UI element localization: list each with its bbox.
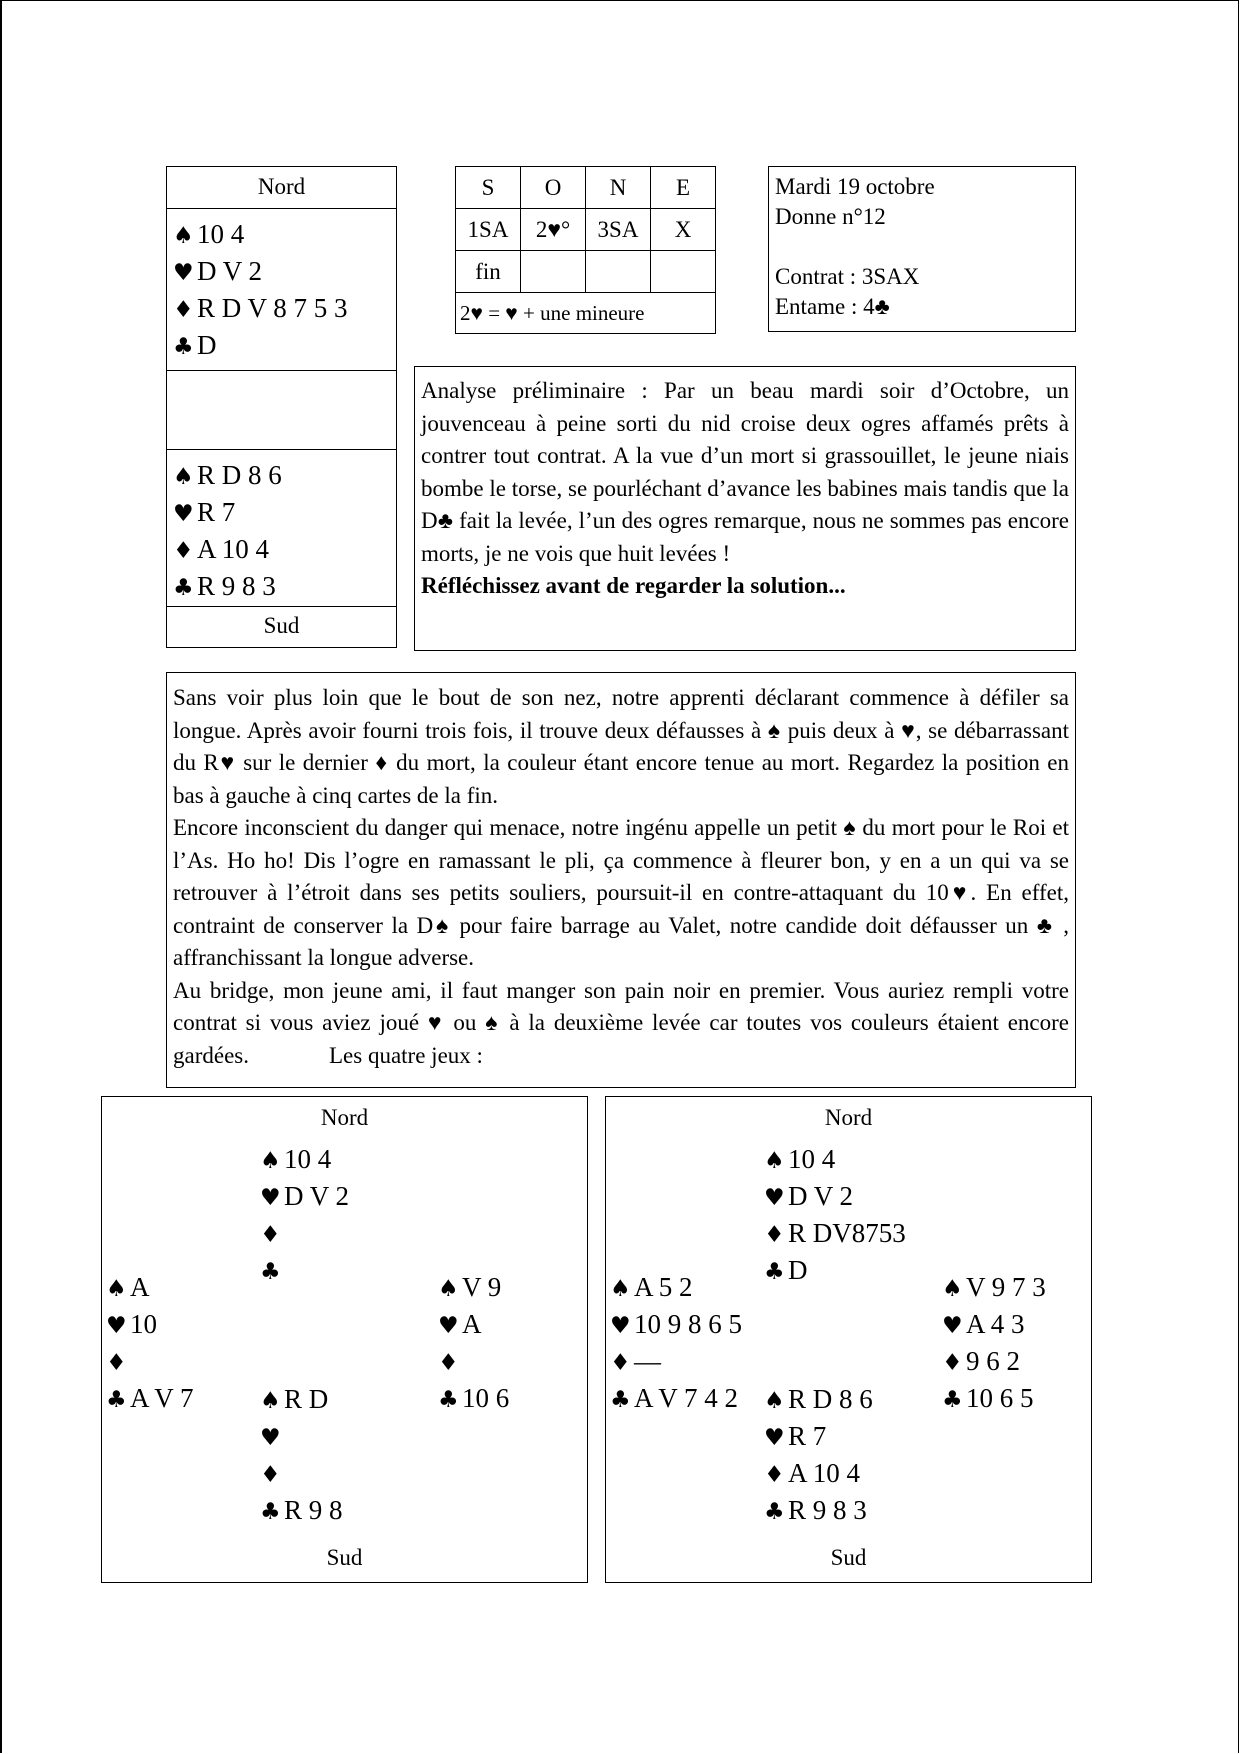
spade-icon: ♠ [260,1388,281,1414]
club-icon: ♣ [438,1387,459,1413]
diamond-icon: ♦ [260,1462,281,1488]
north-label: Nord [167,167,396,209]
spade-icon: ♠ [106,1276,127,1302]
deal-lead: Entame : 4♣ [775,294,890,319]
diamond-icon: ♦ [173,297,194,323]
club-icon: ♣ [942,1387,963,1413]
diamond-icon: ♦ [173,538,194,564]
south-label: Sud [263,613,300,638]
bid-cell: 3SA [586,209,651,251]
heart-icon: ♥ [260,1425,281,1451]
full-deal-diagram [605,1096,1092,1583]
analysis-text: Analyse préliminaire : Par un beau mardi soir d’Octobre, un jouvenceau à peine sorti du nid croise deux ogres affamés prêts à contrer tout contrat. A la vue d’un mort si grassouillet, le jeune niais bombe le torse, se pourléchant d’avance les babines mais tandis que la D♣ fait la levée, l’un des ogres remarque, nous ne sommes pas encore morts, je ne vois que huit levées ! [421,378,1069,566]
spade-icon: ♠ [260,1148,281,1174]
heart-icon: ♥ [438,1313,459,1339]
heart-icon: ♥ [764,1425,785,1451]
diamond-icon: ♦ [260,1222,281,1248]
heart-icon: ♥ [173,501,194,527]
solution-paragraph-2: Encore inconscient du danger qui menace, notre ingénu appelle un petit ♠ du mort pour le Roi et l’As. Ho ho! Dis l’ogre en ramassant le pli, ça commence à fleurer bon, y en a un qui va se retrouver à l’étroit dans ses petits souliers, poursuit-il en contre-attaquant du 10♥. En effet, contraint de conserver la D♠ pour faire barrage au Valet, notre candide doit défausser un ♣ , affranchissant la longue adverse. [173,815,1069,970]
heart-icon: ♥ [260,1185,281,1211]
club-icon: ♣ [106,1387,127,1413]
empty-cell [167,371,396,450]
heart-icon: ♥ [942,1313,963,1339]
bid-cell [521,251,586,293]
diamond-icon: ♦ [610,1350,631,1376]
diamond-icon: ♦ [106,1350,127,1376]
deal-contract: Contrat : 3SAX [775,264,920,289]
solution-paragraph-3: Au bridge, mon jeune ami, il faut manger son pain noir en premier. Vous auriez rempli votre contrat si vous aviez joué ♥ ou ♠ à la deuxième levée car toutes vos couleurs étaient encore gardées. Les quatre jeux : [173,977,1069,1068]
club-icon: ♣ [610,1387,631,1413]
east-hand: ♠ V 9 ♥ A ♦ ♣ 10 6 [438,1270,509,1418]
north-hand: ♠ 10 4 ♥ D V 2 ♦ ♣ [260,1142,349,1290]
north-hand: ♠ 10 4 ♥ D V 2 ♦ R DV8753 ♣ D [764,1142,906,1290]
north-diamonds: ♦ R D V 8 7 5 3 [173,291,396,328]
preliminary-analysis-box [414,366,1076,651]
south-spades: ♠ R D 8 6 [173,458,396,495]
bid-cell: 2♥° [521,209,586,251]
south-label: Sud [326,1545,363,1570]
bid-header: N [586,167,651,209]
south-hand: ♠ R D 8 6 ♥ R 7 ♦ A 10 4 ♣ R 9 8 3 [764,1382,873,1530]
west-hand: ♠ A 5 2 ♥ 10 9 8 6 5 ♦ — ♣ A V 7 4 2 [610,1270,742,1418]
club-icon: ♣ [764,1499,785,1525]
north-label: Nord [824,1105,873,1130]
ending-diagram [101,1096,588,1583]
south-hand: ♠ R D ♥ ♦ ♣ R 9 8 [260,1382,343,1530]
spade-icon: ♠ [764,1388,785,1414]
club-icon: ♣ [260,1499,281,1525]
solution-box [166,672,1076,1088]
diamond-icon: ♦ [764,1462,785,1488]
north-hearts: ♥ D V 2 [173,254,396,291]
north-hand [167,209,396,371]
south-hearts: ♥ R 7 [173,495,396,532]
spade-icon: ♠ [173,223,194,249]
bidding-table [455,166,716,336]
bid-cell: X [651,209,716,251]
bid-cell [651,251,716,293]
north-spades: ♠ 10 4 [173,217,396,254]
club-icon: ♣ [173,575,194,601]
club-icon: ♣ [764,1259,785,1285]
heart-icon: ♥ [610,1313,631,1339]
south-clubs: ♣ R 9 8 3 [173,569,396,606]
south-label: Sud [830,1545,867,1570]
bid-header: S [456,167,521,209]
spade-icon: ♠ [438,1276,459,1302]
south-hand [167,450,396,607]
bidding-grid [455,166,716,334]
bid-cell [586,251,651,293]
spade-icon: ♠ [764,1148,785,1174]
solution-paragraph-1: Sans voir plus loin que le bout de son nez, notre apprenti déclarant commence à défiler sa longue. Après avoir fourni trois fois, il trouve deux défausses à ♠ puis deux à ♥, se débarrassant du R♥ sur le dernier ♦ du mort, la couleur étant encore tenue au mort. Regardez la position en bas à gauche à cinq cartes de la fin. [173,685,1069,808]
heart-icon: ♥ [106,1313,127,1339]
spade-icon: ♠ [610,1276,631,1302]
north-clubs: ♣ D [173,328,396,365]
east-hand: ♠ V 9 7 3 ♥ A 4 3 ♦ 9 6 2 ♣ 10 6 5 [942,1270,1046,1418]
deal-date: Mardi 19 octobre [775,174,935,199]
heart-icon: ♥ [173,260,194,286]
deal-info-box [768,166,1076,332]
club-icon: ♣ [260,1259,281,1285]
bid-cell: fin [456,251,521,293]
bid-header: E [651,167,716,209]
four-hands-label: Les quatre jeux : [329,1042,483,1068]
club-icon: ♣ [173,334,194,360]
diamond-icon: ♦ [942,1350,963,1376]
north-south-hand-box [166,166,397,648]
north-label: Nord [320,1105,369,1130]
deal-number: Donne n°12 [775,204,886,229]
bid-cell: 1SA [456,209,521,251]
bid-header: O [521,167,586,209]
west-hand: ♠ A ♥ 10 ♦ ♣ A V 7 [106,1270,194,1418]
spade-icon: ♠ [942,1276,963,1302]
analysis-prompt: Réfléchissez avant de regarder la solution... [421,573,846,598]
heart-icon: ♥ [764,1185,785,1211]
bidding-note: 2♥ = ♥ + une mineure [456,293,716,334]
diamond-icon: ♦ [764,1222,785,1248]
spade-icon: ♠ [173,464,194,490]
south-diamonds: ♦ A 10 4 [173,532,396,569]
diamond-icon: ♦ [438,1350,459,1376]
